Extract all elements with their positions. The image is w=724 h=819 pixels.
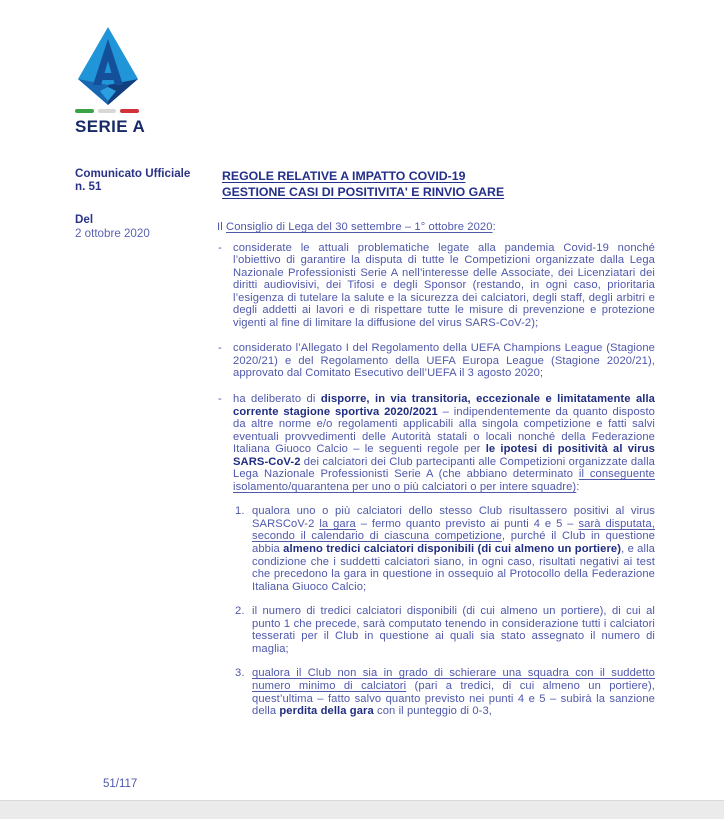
text-segment: , e alla condizione che i suddetti calciatori siano, in ogni caso, risultati negativi ai test che precedono la gara in questione in ossequio al Protocollo della Federazione Italiana Giuoco Calcio; xyxy=(252,543,655,593)
list-marker: 2. xyxy=(235,605,245,618)
paragraph xyxy=(217,342,655,380)
list-marker: - xyxy=(218,342,222,355)
text-segment: qualora il Club non sia in grado di schierare una squadra con il suddetto numero minimo di calciatori xyxy=(252,667,655,692)
document-title xyxy=(222,169,655,200)
list-marker: 1. xyxy=(235,505,245,518)
title-line-2: GESTIONE CASI DI POSITIVITA' E RINVIO GARE xyxy=(222,184,505,199)
date-label: Del xyxy=(75,213,94,226)
title-line-1: REGOLE RELATIVE A IMPATTO COVID-19 xyxy=(222,169,466,183)
list-marker: 3. xyxy=(235,667,245,680)
text-segment: considerate le attuali problematiche legate alla pandemia Covid-19 nonché l’obiettivo di garantire la disputa di tutte le Competizioni organizzate dalla Lega Nazionale Professionisti Serie A nell’interesse delle Associate, dei Licenziatari dei diritti audiovisivi, dei Tifosi e degli Sponsor (restando, in ogni caso, prioritaria l’esigenza di tutelare la salute e la sicurezza dei calciatori, degli staff, degli arbitri e degli addetti ai lavori e di rispettare tutte le misure di prevenzione e protezione vigenti al fine di limitare la diffusione del virus SARS-CoV-2); xyxy=(233,241,655,329)
text-segment: considerato l’Allegato I del Regolamento della UEFA Champions League (Stagione 2020/21) e del Regolamento della UEFA Europa League (Stagione 2020/21), approvato dal Comitato Esecutivo dell’UEFA il 3 agosto 2020; xyxy=(233,342,655,380)
flag-green-segment xyxy=(75,109,94,113)
list-marker: - xyxy=(218,241,222,254)
paragraph xyxy=(217,667,655,717)
text-segment: con il punteggio di 0-3, xyxy=(373,705,492,718)
paragraph xyxy=(217,242,655,330)
text-segment: perdita della gara xyxy=(279,705,374,718)
text-segment: ha deliberato di xyxy=(233,393,321,406)
italian-flag-bar xyxy=(75,109,139,113)
flag-white-segment xyxy=(98,109,117,113)
text-segment: – fermo quanto previsto ai punti 4 e 5 – xyxy=(355,517,579,530)
page-number: 51/117 xyxy=(103,778,138,790)
text-segment: il numero di tredici calciatori disponibili (di cui almeno un portiere), di cui al punto 1 che precede, sarà computato tenendo in considerazione tutti i calciatori tesserati per il Club in questione ai quali sia stato assegnato il numero di maglia; xyxy=(252,605,655,655)
communique-label: Comunicato Ufficiale xyxy=(75,167,191,180)
serie-a-wordmark: SERIE A xyxy=(75,117,146,136)
text-segment: sarà disputata, secondo il calendario di ciascuna competizione xyxy=(252,517,655,543)
text-segment: qualora uno o più calciatori dello stesso Club risultassero positivi al virus SARSCoV-2 xyxy=(252,505,655,530)
text-segment: : xyxy=(576,480,580,493)
text-segment: disporre, in via transitoria, eccezionale e limitatamente alla corrente stagione sportiva 2020/2021 xyxy=(233,393,656,418)
text-segment: Consiglio di Lega del 30 settembre – 1° ottobre 2020 xyxy=(226,221,493,233)
serie-a-logo-icon xyxy=(76,27,140,105)
text-segment: il conseguente isolamento/quarantena per uno o più calciatori o per intere squadre) xyxy=(233,468,655,493)
flag-red-segment xyxy=(120,109,139,113)
document-body xyxy=(217,169,655,718)
text-segment: la gara xyxy=(319,517,356,530)
communique-meta xyxy=(75,167,215,240)
serie-a-logo xyxy=(75,27,146,137)
text-segment: : xyxy=(492,221,496,233)
text-segment: , purché il Club in questione abbia xyxy=(252,530,655,556)
text-segment: almeno tredici calciatori disponibili (di cui almeno un portiere) xyxy=(283,543,622,556)
text-segment: Il xyxy=(217,221,227,233)
text-segment: – indipendentemente da quanto disposto da altre norme e/o regolamenti applicabili alla singola competizione e fatti salvi eventuali provvedimenti delle Autorità statali o locali nonché della Federazione Italiana Giuoco Calcio – le seguenti regole per xyxy=(233,405,655,456)
text-segment: le ipotesi di positività al virus SARS-CoV-2 xyxy=(233,443,655,468)
paragraph xyxy=(217,505,655,593)
text-segment: (pari a tredici, di cui almeno un portiere), quest’ultima – fatto salvo quanto previsto nei punti 4 e 5 – subirà la sanzione della xyxy=(252,679,655,718)
communique-number: n. 51 xyxy=(75,180,102,193)
paragraph-list xyxy=(217,221,655,718)
paragraph xyxy=(217,393,655,493)
text-segment: dei calciatori dei Club partecipanti alle Competizioni organizzate dalla Lega Nazionale Professionisti Serie A (che abbiano determinato xyxy=(233,455,655,481)
list-marker: - xyxy=(218,393,222,406)
intro-line xyxy=(217,221,655,234)
date-value: 2 ottobre 2020 xyxy=(75,227,150,240)
paragraph xyxy=(217,605,655,655)
